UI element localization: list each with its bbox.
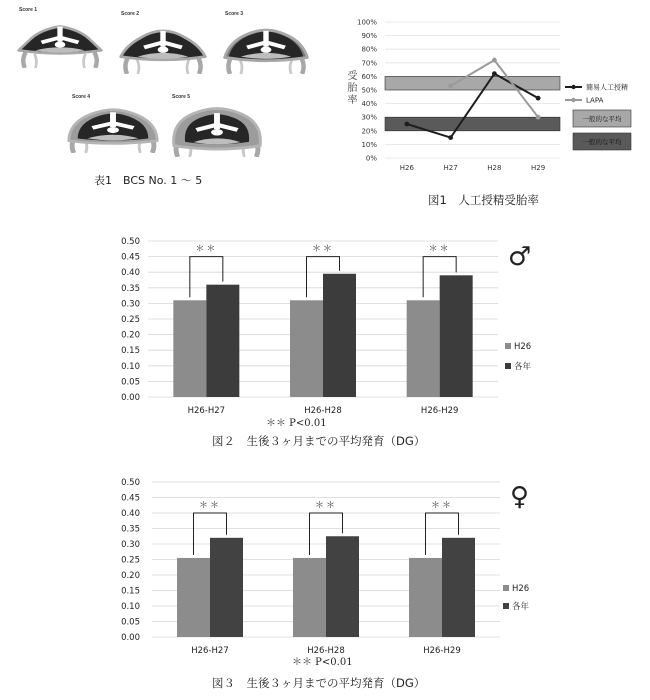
x-tick-label: H26-H29	[420, 406, 459, 416]
significance-marker: ＊＊	[428, 244, 451, 255]
data-point	[536, 96, 541, 101]
legend-swatch	[503, 603, 509, 609]
figure1-caption: 図1 人工授精受胎率	[428, 193, 539, 207]
legend-band-label: 一般的な平均	[582, 138, 622, 146]
bcs-score-4-illustration	[64, 101, 162, 153]
data-point	[492, 71, 497, 76]
y-tick-label: 0.15	[121, 586, 140, 597]
male-growth-bar-chart	[100, 235, 540, 420]
y-tick-label: 0.30	[121, 299, 140, 310]
y-tick-label: 100%	[356, 18, 377, 27]
bcs-score-2-label: Score 2	[121, 11, 140, 17]
significance-marker: ＊＊	[195, 244, 218, 255]
y-tick-label: 0.05	[121, 617, 140, 628]
table1-caption: 表1 BCS No. 1 〜 5	[94, 174, 203, 187]
bar-H26-H26-H29	[407, 300, 440, 397]
data-point	[492, 58, 497, 63]
legend-band-label: 一般的な平均	[582, 115, 622, 123]
x-tick-label: H26-H27	[187, 406, 226, 416]
bar-H26-H26-H29	[409, 558, 442, 637]
y-tick-label: 0.10	[121, 602, 140, 612]
bar-各年-H26-H29	[442, 538, 475, 637]
figure3-significance-note: ＊＊ P<0.01	[292, 657, 353, 668]
y-tick-label: 0.40	[121, 268, 140, 279]
bcs-score-4-label: Score 4	[72, 94, 91, 100]
y-tick-label: 0.10	[121, 361, 140, 372]
bar-各年-H26-H27	[206, 285, 239, 397]
y-tick-label: 10%	[361, 140, 377, 149]
bcs-score-1-label: Score 1	[19, 7, 38, 13]
y-tick-label: 0.40	[121, 509, 140, 519]
bcs-score-5-illustration	[168, 101, 266, 157]
y-tick-label: 0.50	[121, 237, 140, 247]
y-tick-label: 80%	[361, 45, 377, 54]
x-tick-label: H28	[487, 164, 502, 172]
legend-point-marker	[571, 98, 575, 102]
x-tick-label: H26-H27	[191, 646, 229, 656]
conception-rate-line-chart	[340, 10, 645, 180]
legend-label: 簡易人工授精	[586, 83, 628, 92]
bar-各年-H26-H27	[210, 538, 243, 637]
data-point	[448, 84, 453, 89]
y-tick-label: 40%	[361, 100, 377, 109]
x-tick-label: H26	[399, 164, 414, 172]
data-point	[536, 115, 541, 120]
y-tick-label: 0.35	[121, 283, 140, 294]
data-point	[448, 135, 453, 140]
data-point	[404, 122, 409, 127]
average-band-2	[385, 117, 560, 131]
y-tick-label: 0.15	[121, 346, 140, 357]
significance-marker: ＊＊	[198, 501, 222, 511]
x-tick-label: H26-H28	[307, 646, 345, 656]
legend-label: H26	[512, 584, 530, 594]
legend-label: H26	[514, 342, 532, 352]
bcs-score-5-label: Score 5	[172, 94, 191, 100]
y-tick-label: 0.25	[121, 555, 140, 566]
y-tick-label: 0.05	[121, 377, 140, 388]
bar-各年-H26-H28	[323, 274, 356, 397]
bcs-score-2-illustration	[118, 19, 208, 74]
y-tick-label: 0.00	[121, 633, 140, 643]
x-tick-label: H29	[531, 164, 546, 172]
y-tick-label: 0.50	[121, 478, 140, 488]
y-tick-label: 70%	[361, 59, 377, 68]
x-tick-label: H26-H29	[423, 646, 461, 656]
bar-H26-H26-H27	[173, 300, 206, 397]
chart1-y-axis-label: 受胎率	[345, 70, 356, 106]
x-tick-label: H27	[443, 164, 458, 172]
y-tick-label: 50%	[361, 86, 377, 95]
x-tick-label: H26-H28	[304, 406, 342, 416]
bar-各年-H26-H28	[326, 536, 359, 637]
y-tick-label: 0.35	[121, 524, 140, 535]
bar-H26-H26-H27	[177, 558, 210, 637]
y-tick-label: 0.00	[121, 393, 140, 403]
y-tick-label: 0.20	[121, 330, 140, 341]
legend-label: LAPA	[586, 96, 604, 105]
bcs-score-3-label: Score 3	[225, 11, 244, 17]
figure2-caption: 図２ 生後３ヶ月までの平均発育（DG）	[212, 434, 426, 448]
legend-swatch	[505, 363, 511, 369]
female-growth-bar-chart	[100, 475, 540, 660]
legend-swatch	[505, 343, 511, 349]
figure3-caption: 図３ 生後３ヶ月までの平均発育（DG）	[212, 676, 426, 690]
legend-label: 各年	[512, 602, 530, 612]
bar-H26-H26-H28	[290, 300, 323, 397]
average-band-1	[385, 76, 560, 90]
y-tick-label: 0%	[365, 154, 377, 163]
legend-label: 各年	[514, 362, 532, 372]
significance-marker: ＊＊	[311, 244, 335, 255]
y-tick-label: 0.45	[121, 252, 140, 263]
significance-marker: ＊＊	[314, 501, 338, 511]
sex-symbol: ♀	[510, 482, 530, 512]
y-tick-label: 30%	[361, 113, 377, 122]
bar-H26-H26-H28	[293, 558, 326, 637]
bar-各年-H26-H29	[440, 275, 473, 397]
figure2-significance-note: ＊＊ P<0.01	[266, 418, 327, 429]
y-tick-label: 0.45	[121, 493, 140, 504]
y-tick-label: 20%	[361, 127, 377, 136]
legend-point-marker	[571, 85, 575, 89]
sex-symbol: ♂	[508, 242, 532, 272]
y-tick-label: 60%	[361, 72, 377, 81]
bcs-score-3-illustration	[221, 19, 311, 74]
legend-swatch	[503, 585, 509, 591]
y-tick-label: 0.30	[121, 540, 140, 550]
significance-marker: ＊＊	[430, 501, 454, 511]
y-tick-label: 90%	[361, 32, 377, 41]
bcs-score-1-illustration	[16, 15, 104, 68]
y-tick-label: 0.25	[121, 315, 140, 325]
y-tick-label: 0.20	[121, 571, 140, 581]
